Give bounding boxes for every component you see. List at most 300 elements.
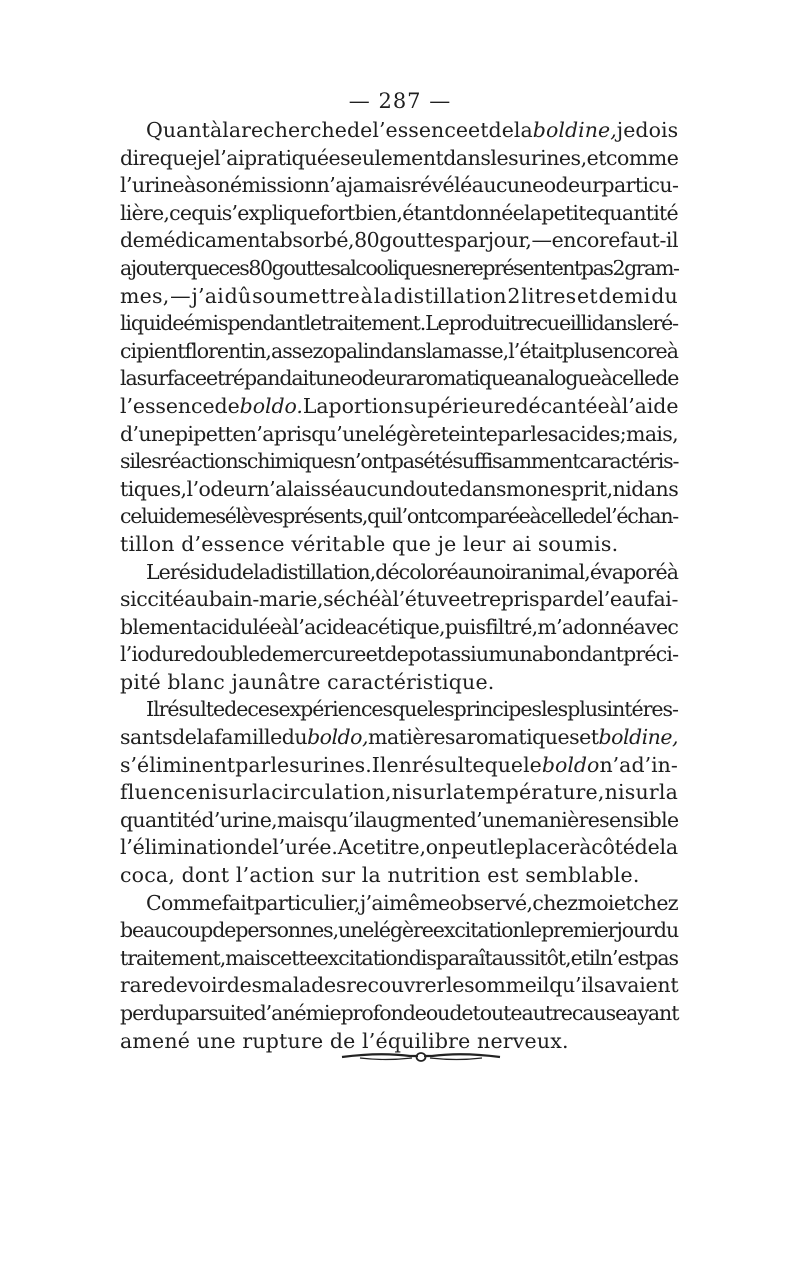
text-line xyxy=(120,365,678,393)
text-line xyxy=(120,696,678,724)
word: produit xyxy=(448,311,517,336)
word: particulier, xyxy=(253,890,360,915)
word: chez xyxy=(632,890,678,915)
word: A xyxy=(337,835,353,860)
text-line xyxy=(120,945,678,973)
word: à xyxy=(209,118,223,142)
word: double xyxy=(193,642,260,667)
text-line xyxy=(120,641,678,669)
word: la xyxy=(658,780,679,805)
word: on xyxy=(425,835,451,860)
word: faut-il xyxy=(619,228,679,253)
word: et xyxy=(460,587,480,612)
word: et xyxy=(206,366,225,391)
word: réactions xyxy=(160,449,247,474)
word: dois xyxy=(635,118,679,142)
word: température, xyxy=(465,780,605,805)
word: siccité xyxy=(120,587,185,612)
word: litres xyxy=(521,283,577,308)
word: au xyxy=(457,559,482,584)
word: l’aide xyxy=(621,393,679,418)
word: assez xyxy=(270,338,323,363)
word: esprit, xyxy=(549,476,613,501)
word: présents, xyxy=(282,504,368,529)
word: médicament xyxy=(144,228,268,253)
word: dire xyxy=(120,145,160,170)
word: les xyxy=(490,145,519,170)
word: Quant xyxy=(146,118,210,142)
word: semblable. xyxy=(525,863,640,888)
word: aromatique xyxy=(405,366,515,391)
word: aucune xyxy=(471,173,544,198)
word: l’ai xyxy=(214,145,245,170)
word: recherche xyxy=(241,118,347,142)
word: famille xyxy=(214,725,282,750)
word: été xyxy=(423,449,453,474)
word: sants xyxy=(120,725,173,750)
word: de xyxy=(229,559,254,584)
word: aucun xyxy=(342,476,403,501)
word: ni xyxy=(604,780,625,805)
word: de xyxy=(488,118,514,142)
word: résulte xyxy=(411,752,485,777)
word: et xyxy=(365,642,385,667)
word: soumettre xyxy=(252,283,360,308)
word: la xyxy=(659,835,678,860)
word: n’a xyxy=(243,421,274,446)
word: boldo. xyxy=(239,393,303,418)
word: révélé xyxy=(410,173,472,198)
word: de xyxy=(224,697,248,722)
word: recouvrer xyxy=(346,973,446,998)
word: jaunâtre xyxy=(231,669,321,694)
word: de xyxy=(346,118,373,142)
word: ni xyxy=(391,780,412,805)
word: repris xyxy=(479,587,540,612)
word: nerveux. xyxy=(477,1028,569,1053)
word: de xyxy=(212,918,236,943)
word: de xyxy=(120,228,145,253)
word: tillon xyxy=(120,531,175,556)
word: malades xyxy=(261,973,347,998)
word: je xyxy=(437,531,457,556)
word: pas xyxy=(580,255,613,280)
word: le xyxy=(636,311,653,336)
word: j’ai xyxy=(191,283,224,308)
word: et xyxy=(613,890,633,915)
word: la xyxy=(196,725,215,750)
text-line xyxy=(120,393,678,421)
word: augmente xyxy=(365,807,464,832)
word: quantité xyxy=(120,807,202,832)
text-line xyxy=(120,338,678,366)
word: plus xyxy=(561,338,602,363)
word: abondant xyxy=(531,642,624,667)
text-line xyxy=(120,310,678,338)
word: urines. xyxy=(299,752,372,777)
word: n’ont xyxy=(342,449,391,474)
word: la xyxy=(120,366,137,391)
word: ni xyxy=(197,780,218,805)
word: de xyxy=(172,725,197,750)
word: ces xyxy=(247,697,279,722)
word: côté xyxy=(591,835,635,860)
word: le xyxy=(523,752,542,777)
word: acidulée xyxy=(199,614,282,639)
word: placer xyxy=(515,835,580,860)
word: peut xyxy=(450,835,497,860)
word: dans xyxy=(591,311,637,336)
word: boldine, xyxy=(598,725,678,750)
word: mes, xyxy=(120,283,170,308)
word: ou xyxy=(425,1001,450,1025)
word: du xyxy=(651,283,678,308)
word: qui xyxy=(367,504,397,529)
word: dans xyxy=(380,338,426,363)
word: son xyxy=(195,173,230,198)
word: sensible xyxy=(599,807,679,832)
word: excitation xyxy=(316,945,409,970)
word: qui xyxy=(191,200,222,225)
word: d’essence xyxy=(181,531,285,556)
word: soumis. xyxy=(537,531,619,556)
text-line xyxy=(120,448,678,476)
text-line xyxy=(120,834,678,862)
word: Comme xyxy=(146,890,222,915)
word: décoloré xyxy=(375,559,458,584)
word: celui xyxy=(120,504,164,529)
word: au xyxy=(184,587,209,612)
word: 2 xyxy=(612,255,625,280)
word: Le xyxy=(425,311,449,336)
word: l’odeur xyxy=(186,476,257,501)
word: distillation, xyxy=(270,559,376,584)
word: véritable xyxy=(291,531,386,556)
word: cipient xyxy=(120,338,185,363)
word: à xyxy=(380,587,393,612)
word: une xyxy=(315,366,351,391)
word: jour xyxy=(616,918,654,943)
word: décantée xyxy=(515,393,610,418)
text-line xyxy=(120,172,678,200)
word: de xyxy=(329,1028,356,1053)
word: l’action xyxy=(235,863,315,888)
word: filtré, xyxy=(485,614,538,639)
word: à xyxy=(360,283,374,308)
word: supérieure xyxy=(403,393,516,418)
word: leur xyxy=(463,531,506,556)
word: de xyxy=(384,642,409,667)
word: traitement, xyxy=(120,945,226,970)
text-line xyxy=(120,476,678,504)
word: d’in- xyxy=(631,752,678,777)
word: que xyxy=(484,752,524,777)
word: l’élimination xyxy=(120,835,248,860)
word: une xyxy=(196,1028,236,1053)
word: résulte xyxy=(158,697,225,722)
word: ce xyxy=(352,835,376,860)
word: mes xyxy=(186,504,225,529)
word: le xyxy=(304,311,321,336)
word: principes xyxy=(453,697,541,722)
word: suffisamment xyxy=(452,449,580,474)
word: tiques, xyxy=(120,476,187,501)
word: gouttes xyxy=(271,255,340,280)
text-line xyxy=(120,145,678,173)
word: fluence xyxy=(120,780,198,805)
word: cause xyxy=(571,1001,627,1025)
word: ajouter xyxy=(120,255,185,280)
word: potassium xyxy=(408,642,507,667)
word: titre, xyxy=(375,835,426,860)
word: étant xyxy=(402,200,453,225)
word: matières xyxy=(368,725,455,750)
word: perdu xyxy=(120,1001,177,1025)
word: l’étuve xyxy=(392,587,461,612)
word: qu’il xyxy=(322,807,366,832)
word: fai- xyxy=(646,587,678,612)
word: l’essence xyxy=(372,118,469,142)
word: ces xyxy=(218,255,249,280)
word: si xyxy=(120,449,135,474)
word: gouttes xyxy=(379,228,454,253)
text-line xyxy=(120,227,678,255)
word: opalin xyxy=(322,338,381,363)
word: que xyxy=(159,145,197,170)
word: coca, xyxy=(120,863,176,888)
word: pité xyxy=(120,669,161,694)
word: s’éliminent xyxy=(120,752,236,777)
word: seulement xyxy=(340,145,444,170)
word: à xyxy=(609,393,622,418)
end-ornament xyxy=(340,1050,502,1064)
word: la xyxy=(425,338,443,363)
word: et xyxy=(577,283,598,308)
word: l’ont xyxy=(396,504,437,529)
text-line xyxy=(120,862,678,890)
word: expériences xyxy=(278,697,393,722)
word: sommeil xyxy=(464,973,550,998)
word: préci- xyxy=(623,642,679,667)
word: liquide xyxy=(120,311,184,336)
text-line xyxy=(120,614,678,642)
word: l’équilibre xyxy=(362,1028,471,1053)
word: les xyxy=(134,449,161,474)
word: les xyxy=(530,421,558,446)
word: élèves xyxy=(224,504,283,529)
word: demi xyxy=(598,283,651,308)
word: par xyxy=(235,752,271,777)
word: à xyxy=(666,338,678,363)
word: la xyxy=(253,559,271,584)
word: beaucoup xyxy=(120,918,213,943)
word: évaporé xyxy=(589,559,667,584)
word: comparée xyxy=(436,504,530,529)
word: comme xyxy=(606,145,679,170)
word: la xyxy=(523,200,542,225)
word: un xyxy=(506,642,532,667)
word: l’échan- xyxy=(605,504,678,529)
word: par xyxy=(497,421,531,446)
text-line xyxy=(120,724,678,752)
word: masse, xyxy=(442,338,509,363)
word: d’une xyxy=(120,421,175,446)
word: surface xyxy=(136,366,207,391)
word: alcooliques xyxy=(339,255,441,280)
word: recueilli xyxy=(516,311,592,336)
word: — xyxy=(170,283,191,308)
word: gram- xyxy=(624,255,679,280)
word: la xyxy=(361,863,381,888)
word: les xyxy=(427,697,454,722)
word: petite xyxy=(541,200,598,225)
word: à xyxy=(529,504,541,529)
word: fort xyxy=(319,200,355,225)
word: n’a xyxy=(599,752,632,777)
word: donné xyxy=(573,614,634,639)
word: plus xyxy=(567,697,607,722)
word: pris xyxy=(273,421,312,446)
word: chimiques xyxy=(246,449,343,474)
word: le xyxy=(445,973,465,998)
word: moi xyxy=(577,890,614,915)
word: résidu xyxy=(169,559,230,584)
text-line xyxy=(120,890,678,918)
word: de xyxy=(259,642,284,667)
word: celle xyxy=(611,366,656,391)
word: à xyxy=(281,614,293,639)
word: les xyxy=(270,752,300,777)
word: nutrition xyxy=(387,863,481,888)
text-line xyxy=(120,669,678,697)
word: personnes, xyxy=(235,918,339,943)
word: sur xyxy=(624,780,659,805)
word: répandait xyxy=(224,366,316,391)
word: m’a xyxy=(537,614,574,639)
word: aromatiques xyxy=(454,725,580,750)
word: l’essence xyxy=(120,393,215,418)
word: cette xyxy=(269,945,317,970)
word: chez xyxy=(532,890,578,915)
word: à xyxy=(666,559,678,584)
text-line xyxy=(120,200,678,228)
word: de xyxy=(162,973,188,998)
word: pas xyxy=(645,945,678,970)
word: qu’une xyxy=(311,421,379,446)
word: est xyxy=(487,863,519,888)
word: du xyxy=(653,918,679,943)
word: profonde xyxy=(340,1001,426,1025)
word: dans xyxy=(459,476,507,501)
word: sur xyxy=(321,863,356,888)
word: rare xyxy=(120,973,163,998)
word: lière, xyxy=(120,200,170,225)
word: bien, xyxy=(354,200,403,225)
word: jour, xyxy=(487,228,532,253)
text-line xyxy=(120,117,678,145)
word: que xyxy=(184,255,219,280)
word: à xyxy=(579,835,592,860)
word: par xyxy=(176,1001,209,1025)
text-line xyxy=(120,807,678,835)
word: n’a xyxy=(256,476,287,501)
body-text xyxy=(120,117,678,1055)
word: animal, xyxy=(519,559,590,584)
word: émis xyxy=(183,311,228,336)
word: quantité xyxy=(597,200,678,225)
word: le xyxy=(496,835,516,860)
word: d’une xyxy=(463,807,519,832)
word: 2 xyxy=(507,283,521,308)
word: doute xyxy=(402,476,460,501)
word: acétique, xyxy=(355,614,445,639)
word: fait xyxy=(221,890,254,915)
word: à xyxy=(183,173,196,198)
word: mais xyxy=(225,945,270,970)
word: et xyxy=(570,945,589,970)
word: la xyxy=(252,780,272,805)
word: dans xyxy=(631,476,679,501)
word: teinte xyxy=(440,421,498,446)
word: mon xyxy=(506,476,550,501)
word: suite xyxy=(208,1001,254,1025)
word: le xyxy=(524,918,542,943)
word: avec xyxy=(633,614,679,639)
word: en xyxy=(386,752,412,777)
word: d’urine, xyxy=(201,807,277,832)
word: odeur xyxy=(350,366,406,391)
word: l’était xyxy=(508,338,562,363)
word: ni xyxy=(612,476,632,501)
word: par xyxy=(453,228,488,253)
word: la xyxy=(373,283,393,308)
text-line xyxy=(120,559,678,587)
word: n’a xyxy=(316,173,347,198)
word: bain-marie, xyxy=(208,587,324,612)
word: caractéris- xyxy=(579,449,679,474)
word: la xyxy=(446,780,466,805)
word: dans xyxy=(443,145,491,170)
word: Il xyxy=(371,752,387,777)
word: une xyxy=(338,918,374,943)
word: manière xyxy=(518,807,600,832)
word: avaient xyxy=(604,973,679,998)
word: l’urée. xyxy=(272,835,338,860)
word: intéres- xyxy=(606,697,678,722)
word: et xyxy=(586,145,606,170)
word: l’acide xyxy=(292,614,356,639)
word: sur xyxy=(411,780,447,805)
word: l’urine xyxy=(120,173,184,198)
word: noir xyxy=(481,559,520,584)
word: urines, xyxy=(518,145,587,170)
word: Le xyxy=(146,559,170,584)
word: du xyxy=(281,725,308,750)
word: absorbé, xyxy=(267,228,355,253)
word: l’eau xyxy=(597,587,647,612)
word: qu’ils xyxy=(549,973,605,998)
word: traitement. xyxy=(320,311,426,336)
word: n’est xyxy=(599,945,646,970)
word: boldine, xyxy=(532,118,617,142)
word: caractéristique. xyxy=(327,669,495,694)
word: il xyxy=(588,945,600,970)
word: circulation, xyxy=(271,780,392,805)
word: représentent xyxy=(463,255,581,280)
word: blement xyxy=(120,614,200,639)
word: encore xyxy=(551,228,620,253)
word: de xyxy=(655,366,679,391)
